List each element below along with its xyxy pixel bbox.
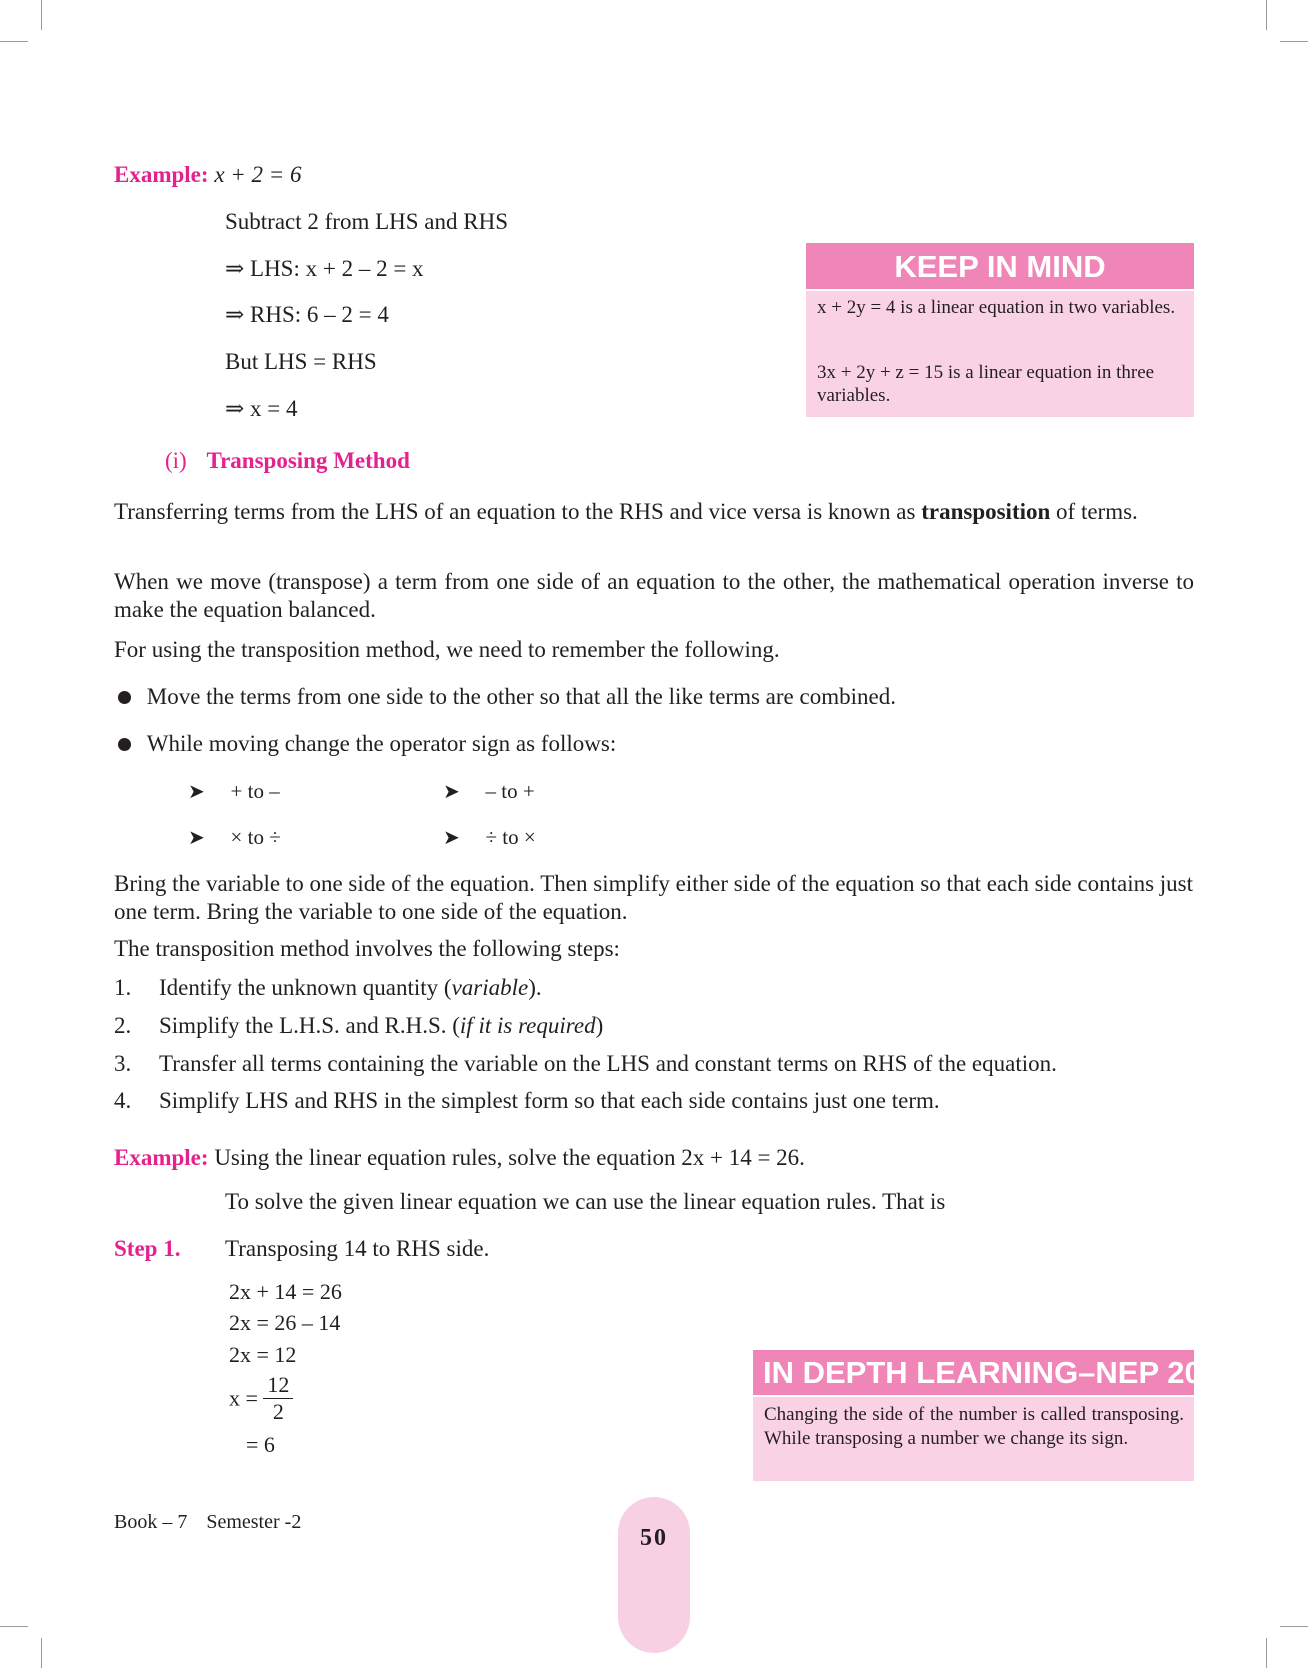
step-text: Transfer all terms containing the variable on the LHS and constant terms on RHS of the equation. [159, 1051, 1057, 1076]
footer-semester-label: Semester -2 [206, 1511, 302, 1533]
bullet-text: While moving change the operator sign as follows: [146, 731, 617, 756]
arrow-icon: ➤ [188, 779, 205, 803]
example-label: Example: [114, 1145, 209, 1170]
sign-change-item [188, 822, 281, 852]
step-item [114, 1011, 1204, 1040]
sign-change-text: + to – [230, 779, 280, 803]
example1-line: Subtract 2 from LHS and RHS [225, 209, 509, 234]
example-text: Using the linear equation rules, solve the equation 2x + 14 = 26. [214, 1145, 805, 1170]
keep-in-mind-box [806, 243, 1194, 417]
example-label: Example: [114, 162, 209, 187]
step-text: Identify the unknown quantity ( [159, 975, 452, 1000]
bullet-item [118, 729, 616, 758]
nep-box [753, 1350, 1237, 1481]
step-text: Simplify the L.H.S. and R.H.S. ( [159, 1013, 460, 1038]
step-number: 3. [114, 1051, 132, 1076]
step-text: Transposing 14 to RHS side. [225, 1236, 490, 1261]
section-heading [165, 446, 410, 475]
page-number: 50 [640, 1525, 668, 1551]
crop-mark [1280, 1626, 1308, 1627]
arrow-icon: ➤ [188, 825, 205, 849]
example-equation: x + 2 = 6 [214, 162, 302, 187]
keep-in-mind-divider [806, 289, 1194, 291]
crop-mark [41, 1638, 42, 1668]
sign-change-item [443, 776, 535, 806]
step-number: 1. [114, 975, 132, 1000]
math-lhs: x = [229, 1385, 258, 1411]
footer-book [114, 1509, 301, 1535]
footer-book-label: Book – 7 [114, 1511, 188, 1533]
math-line: 2x = 12 [229, 1342, 297, 1367]
paragraph-operation: When we move (transpose) a term from one side of an equation to the other, the mathematical operation inverse to make the equation balanced. [114, 569, 1194, 622]
crop-mark [0, 41, 28, 42]
step-item [114, 1049, 1204, 1078]
bullet-text: Move the terms from one side to the other so that all the like terms are combined. [146, 684, 896, 709]
paragraph-steps-intro: The transposition method involves the following steps: [114, 936, 620, 961]
paragraph-variable: Bring the variable to one side of the equation. Then simplify either side of the equation so that each side contains just one term. Bring the variable to one side of the equation. [114, 871, 1194, 924]
sign-change-text: × to ÷ [230, 825, 281, 849]
math-line: 2x = 26 – 14 [229, 1310, 341, 1335]
step-end: ). [528, 975, 542, 1000]
page-number-tab [618, 1497, 690, 1653]
para1-text: Transferring terms from the LHS of an equation to the RHS and vice versa is known as [114, 499, 922, 524]
crop-mark [1266, 0, 1267, 30]
step-item [114, 973, 1204, 1002]
keep-in-mind-text-2: 3x + 2y + z = 15 is a linear equation in three variables. [817, 362, 1155, 406]
example1-header [114, 160, 302, 189]
crop-mark [41, 0, 42, 30]
sign-change-item [188, 776, 280, 806]
para1-text-end: of terms. [1050, 499, 1138, 524]
fraction-numerator: 12 [263, 1372, 293, 1399]
nep-text: Changing the side of the number is called transposing. While transposing a number we change its sign. [764, 1404, 1184, 1449]
sign-change-text: – to + [485, 779, 535, 803]
step-text: Simplify LHS and RHS in the simplest form so that each side contains just one term. [159, 1088, 940, 1113]
crop-mark [0, 1626, 28, 1627]
step-end: ) [595, 1013, 604, 1038]
math-line: = 6 [246, 1432, 275, 1457]
step-italic: variable [451, 975, 529, 1000]
example1-line: But LHS = RHS [225, 349, 377, 374]
example1-line: ⇒ RHS: 6 – 2 = 4 [225, 302, 389, 327]
arrow-icon: ➤ [443, 825, 460, 849]
fraction [263, 1372, 293, 1425]
sign-change-text: ÷ to × [485, 825, 536, 849]
step-item [114, 1086, 1204, 1115]
step-number: 2. [114, 1013, 132, 1038]
step-italic: if it is required [459, 1013, 596, 1038]
nep-divider [753, 1395, 1194, 1397]
fraction-denominator: 2 [272, 1399, 284, 1424]
nep-title: IN DEPTH LEARNING–NEP 2020 [763, 1355, 1237, 1390]
math-line: 2x + 14 = 26 [229, 1279, 342, 1304]
example1-line: ⇒ LHS: x + 2 – 2 = x [225, 256, 424, 281]
step-label: Step 1. [114, 1236, 181, 1261]
crop-mark [1280, 41, 1308, 42]
example2-header [114, 1143, 805, 1172]
section-number: (i) [165, 448, 187, 473]
step1-heading [114, 1234, 489, 1263]
example2-intro: To solve the given linear equation we can use the linear equation rules. That is [225, 1189, 946, 1214]
keep-in-mind-text-1: x + 2y = 4 is a linear equation in two variables. [817, 297, 1176, 318]
para1-bold: transposition [921, 499, 1051, 524]
bullet-item [118, 682, 896, 711]
step-number: 4. [114, 1088, 132, 1113]
arrow-icon: ➤ [443, 779, 460, 803]
sign-change-item [443, 822, 536, 852]
bullet-icon [118, 691, 131, 704]
example1-line: ⇒ x = 4 [225, 396, 298, 421]
math-fraction-line [229, 1372, 293, 1425]
paragraph-remember: For using the transposition method, we need to remember the following. [114, 637, 780, 662]
section-title: Transposing Method [206, 448, 410, 473]
paragraph-transposition [114, 498, 1194, 526]
crop-mark [1266, 1638, 1267, 1668]
bullet-icon [118, 738, 131, 751]
keep-in-mind-title: KEEP IN MIND [894, 249, 1106, 284]
